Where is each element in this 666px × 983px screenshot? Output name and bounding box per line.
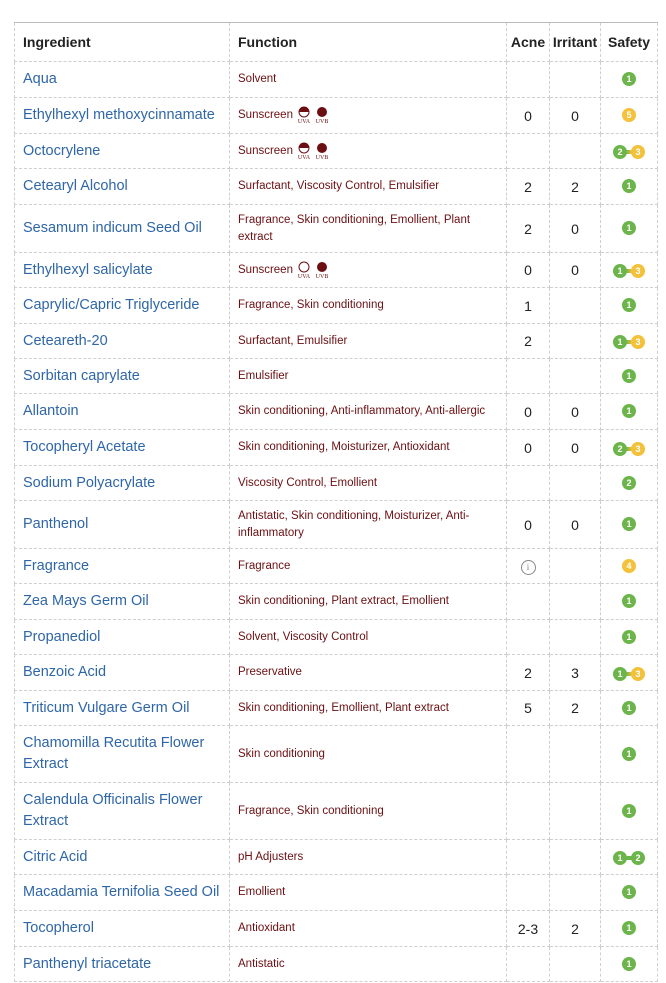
function-text: Emulsifier bbox=[238, 369, 289, 382]
ingredient-link[interactable]: Tocopherol bbox=[15, 911, 230, 947]
function-cell bbox=[230, 62, 507, 98]
safety-score-icon: 1 bbox=[622, 298, 636, 312]
acne-score: 0 bbox=[507, 501, 550, 549]
function-text: Fragrance, Skin conditioning bbox=[238, 804, 384, 817]
acne-score bbox=[507, 134, 550, 169]
function-cell bbox=[230, 875, 507, 911]
safety-score-icon: 4 bbox=[622, 559, 636, 573]
irritant-score: 0 bbox=[550, 98, 601, 134]
ingredient-link[interactable]: Calendula Officinalis Flower Extract bbox=[15, 783, 230, 840]
function-cell bbox=[230, 620, 507, 655]
table-row bbox=[15, 620, 658, 655]
table-row bbox=[15, 394, 658, 430]
function-cell bbox=[230, 288, 507, 324]
safety-score bbox=[601, 288, 658, 324]
safety-score bbox=[601, 911, 658, 947]
function-text: Skin conditioning, Anti-inflammatory, Anti-allergic bbox=[238, 405, 486, 417]
safety-score-icon: 2 bbox=[613, 145, 627, 159]
safety-score-icon: 1 bbox=[622, 747, 636, 761]
safety-score bbox=[601, 947, 658, 982]
function-text: Skin conditioning, Moisturizer, Antioxidant bbox=[238, 441, 450, 453]
acne-score: 2 bbox=[507, 655, 550, 691]
header-safety: Safety bbox=[601, 23, 658, 62]
irritant-score: 3 bbox=[550, 655, 601, 691]
safety-score bbox=[601, 430, 658, 466]
function-text: Viscosity Control, Emollient bbox=[238, 476, 378, 489]
safety-score-icon: 5 bbox=[622, 108, 636, 122]
safety-score bbox=[601, 359, 658, 394]
function-text: Surfactant, Viscosity Control, Emulsifier bbox=[238, 180, 440, 192]
safety-range bbox=[613, 145, 645, 159]
table-row bbox=[15, 549, 658, 584]
table-row bbox=[15, 205, 658, 253]
function-cell bbox=[230, 947, 507, 982]
function-text: Antioxidant bbox=[238, 922, 295, 934]
acne-score bbox=[507, 620, 550, 655]
table-row bbox=[15, 466, 658, 501]
acne-score bbox=[507, 947, 550, 982]
safety-range bbox=[613, 667, 645, 681]
irritant-score bbox=[550, 726, 601, 783]
ingredient-link[interactable]: Octocrylene bbox=[15, 134, 230, 169]
header-ingredient: Ingredient bbox=[15, 23, 230, 62]
irritant-score: 0 bbox=[550, 501, 601, 549]
irritant-score bbox=[550, 134, 601, 169]
uvb-label: UVB bbox=[315, 273, 329, 279]
acne-score bbox=[507, 783, 550, 840]
ingredient-link[interactable]: Aqua bbox=[15, 62, 230, 98]
function-cell bbox=[230, 783, 507, 840]
safety-score-icon: 3 bbox=[631, 335, 645, 349]
function-cell bbox=[230, 549, 507, 584]
ingredient-link[interactable]: Ethylhexyl methoxycinnamate bbox=[15, 98, 230, 134]
irritant-score bbox=[550, 549, 601, 584]
table-row bbox=[15, 840, 658, 875]
table-row bbox=[15, 288, 658, 324]
safety-score-icon: 1 bbox=[622, 921, 636, 935]
ingredient-link[interactable]: Cetearyl Alcohol bbox=[15, 169, 230, 205]
acne-score bbox=[507, 549, 550, 584]
function-text: Antistatic, Skin conditioning, Moisturizer, Anti-inflammatory bbox=[238, 509, 470, 539]
ingredient-link[interactable]: Ceteareth-20 bbox=[15, 324, 230, 359]
ingredient-link[interactable]: Panthenyl triacetate bbox=[15, 947, 230, 982]
safety-score-icon: 1 bbox=[622, 594, 636, 608]
acne-score: 0 bbox=[507, 98, 550, 134]
function-text: Skin conditioning, Plant extract, Emollient bbox=[238, 595, 449, 607]
ingredient-link[interactable]: Triticum Vulgare Germ Oil bbox=[15, 691, 230, 726]
safety-score-icon: 3 bbox=[631, 264, 645, 278]
irritant-score bbox=[550, 288, 601, 324]
irritant-score: 2 bbox=[550, 911, 601, 947]
uv-protection-icon bbox=[296, 106, 332, 124]
safety-score bbox=[601, 549, 658, 584]
table-row bbox=[15, 98, 658, 134]
function-cell bbox=[230, 584, 507, 620]
table-row bbox=[15, 911, 658, 947]
irritant-score: 0 bbox=[550, 394, 601, 430]
safety-score-icon: 1 bbox=[622, 179, 636, 193]
info-icon[interactable]: i bbox=[521, 560, 536, 575]
function-cell bbox=[230, 253, 507, 288]
ingredient-link[interactable]: Macadamia Ternifolia Seed Oil bbox=[15, 875, 230, 911]
safety-range bbox=[613, 264, 645, 278]
table-row bbox=[15, 134, 658, 169]
function-cell bbox=[230, 726, 507, 783]
acne-score bbox=[507, 726, 550, 783]
acne-score: 2 bbox=[507, 205, 550, 253]
safety-score-icon: 1 bbox=[622, 957, 636, 971]
safety-score-icon: 1 bbox=[622, 630, 636, 644]
irritant-score bbox=[550, 62, 601, 98]
function-text: Preservative bbox=[238, 666, 302, 678]
safety-score-icon: 2 bbox=[622, 476, 636, 490]
function-text: pH Adjusters bbox=[238, 850, 304, 863]
ingredient-link[interactable]: Sesamum indicum Seed Oil bbox=[15, 205, 230, 253]
safety-score-icon: 1 bbox=[613, 264, 627, 278]
safety-score-icon: 3 bbox=[631, 145, 645, 159]
acne-score bbox=[507, 840, 550, 875]
acne-score: 0 bbox=[507, 253, 550, 288]
header-irritant: Irritant bbox=[550, 23, 601, 62]
safety-score bbox=[601, 62, 658, 98]
acne-score bbox=[507, 875, 550, 911]
safety-score bbox=[601, 324, 658, 359]
safety-score bbox=[601, 620, 658, 655]
uv-protection-icon bbox=[296, 261, 332, 279]
safety-score-icon: 3 bbox=[631, 667, 645, 681]
table-row bbox=[15, 253, 658, 288]
function-text: Solvent bbox=[238, 73, 277, 85]
acne-score: 0 bbox=[507, 430, 550, 466]
irritant-score bbox=[550, 875, 601, 911]
safety-score-icon: 1 bbox=[613, 851, 627, 865]
safety-score bbox=[601, 726, 658, 783]
function-text: Skin conditioning bbox=[238, 747, 325, 760]
irritant-score bbox=[550, 840, 601, 875]
table-header-row bbox=[15, 23, 658, 62]
uvb-label: UVB bbox=[315, 119, 329, 125]
ingredient-link[interactable]: Propanediol bbox=[15, 620, 230, 655]
function-cell bbox=[230, 324, 507, 359]
acne-score: 2 bbox=[507, 324, 550, 359]
function-cell bbox=[230, 655, 507, 691]
uva-label: UVA bbox=[297, 119, 311, 125]
function-cell bbox=[230, 205, 507, 253]
safety-score bbox=[601, 783, 658, 840]
safety-range bbox=[613, 335, 645, 349]
irritant-score: 2 bbox=[550, 691, 601, 726]
irritant-score bbox=[550, 947, 601, 982]
table-row bbox=[15, 947, 658, 982]
safety-score-icon: 1 bbox=[622, 369, 636, 383]
safety-range bbox=[613, 442, 645, 456]
irritant-score: 0 bbox=[550, 205, 601, 253]
safety-score bbox=[601, 205, 658, 253]
uva-label: UVA bbox=[297, 154, 311, 160]
ingredient-link[interactable]: Fragrance bbox=[15, 549, 230, 584]
ingredient-link[interactable]: Citric Acid bbox=[15, 840, 230, 875]
function-text: Fragrance bbox=[238, 559, 291, 572]
irritant-score bbox=[550, 466, 601, 501]
function-cell bbox=[230, 691, 507, 726]
safety-score-icon: 2 bbox=[631, 851, 645, 865]
function-text: Skin conditioning, Emollient, Plant extract bbox=[238, 701, 449, 714]
acne-score: 2-3 bbox=[507, 911, 550, 947]
table-row bbox=[15, 783, 658, 840]
safety-score bbox=[601, 501, 658, 549]
safety-score-icon: 1 bbox=[622, 885, 636, 899]
ingredients-table-container bbox=[14, 22, 657, 982]
function-cell bbox=[230, 359, 507, 394]
safety-score bbox=[601, 584, 658, 620]
safety-score bbox=[601, 394, 658, 430]
safety-score-icon: 1 bbox=[622, 517, 636, 531]
irritant-score bbox=[550, 620, 601, 655]
acne-score: 0 bbox=[507, 394, 550, 430]
table-row bbox=[15, 169, 658, 205]
safety-score bbox=[601, 253, 658, 288]
acne-score bbox=[507, 466, 550, 501]
function-cell bbox=[230, 134, 507, 169]
safety-score bbox=[601, 466, 658, 501]
function-text: Solvent, Viscosity Control bbox=[238, 630, 369, 643]
function-cell bbox=[230, 911, 507, 947]
function-text: Fragrance, Skin conditioning, Emollient, Plant extract bbox=[238, 213, 471, 243]
safety-score-icon: 1 bbox=[613, 667, 627, 681]
function-text: Sunscreen bbox=[238, 145, 293, 158]
safety-score bbox=[601, 134, 658, 169]
safety-score bbox=[601, 655, 658, 691]
function-text: Sunscreen bbox=[238, 109, 293, 122]
function-cell bbox=[230, 169, 507, 205]
table-row bbox=[15, 501, 658, 549]
irritant-score bbox=[550, 359, 601, 394]
irritant-score: 0 bbox=[550, 430, 601, 466]
ingredient-link[interactable]: Tocopheryl Acetate bbox=[15, 430, 230, 466]
acne-score bbox=[507, 359, 550, 394]
uv-protection-icon bbox=[296, 142, 332, 160]
function-text: Antistatic bbox=[238, 957, 285, 970]
safety-score-icon: 1 bbox=[622, 221, 636, 235]
ingredient-link[interactable]: Ethylhexyl salicylate bbox=[15, 253, 230, 288]
safety-score-icon: 2 bbox=[613, 442, 627, 456]
acne-score: 5 bbox=[507, 691, 550, 726]
uvb-label: UVB bbox=[315, 154, 329, 160]
table-row bbox=[15, 324, 658, 359]
function-text: Surfactant, Emulsifier bbox=[238, 334, 348, 347]
safety-score-icon: 1 bbox=[622, 804, 636, 818]
safety-score-icon: 1 bbox=[622, 72, 636, 86]
ingredient-link[interactable]: Allantoin bbox=[15, 394, 230, 430]
ingredient-link[interactable]: Sorbitan caprylate bbox=[15, 359, 230, 394]
table-row bbox=[15, 655, 658, 691]
header-acne: Acne bbox=[507, 23, 550, 62]
function-cell bbox=[230, 501, 507, 549]
safety-score bbox=[601, 875, 658, 911]
table-row bbox=[15, 62, 658, 98]
safety-range bbox=[613, 851, 645, 865]
safety-score bbox=[601, 691, 658, 726]
function-cell bbox=[230, 394, 507, 430]
ingredient-link[interactable]: Zea Mays Germ Oil bbox=[15, 584, 230, 620]
function-text: Sunscreen bbox=[238, 264, 293, 277]
table-row bbox=[15, 875, 658, 911]
function-text: Fragrance, Skin conditioning bbox=[238, 299, 384, 311]
function-text: Emollient bbox=[238, 886, 286, 898]
ingredient-link[interactable]: Caprylic/Capric Triglyceride bbox=[15, 288, 230, 324]
safety-score-icon: 1 bbox=[613, 335, 627, 349]
acne-score bbox=[507, 584, 550, 620]
irritant-score bbox=[550, 783, 601, 840]
safety-score bbox=[601, 169, 658, 205]
ingredient-link[interactable]: Panthenol bbox=[15, 501, 230, 549]
table-row bbox=[15, 430, 658, 466]
irritant-score bbox=[550, 324, 601, 359]
acne-score: 1 bbox=[507, 288, 550, 324]
ingredient-link[interactable]: Chamomilla Recutita Flower Extract bbox=[15, 726, 230, 783]
ingredients-table bbox=[14, 22, 658, 982]
ingredient-link[interactable]: Sodium Polyacrylate bbox=[15, 466, 230, 501]
irritant-score: 2 bbox=[550, 169, 601, 205]
acne-score: 2 bbox=[507, 169, 550, 205]
table-row bbox=[15, 584, 658, 620]
acne-score bbox=[507, 62, 550, 98]
safety-score-icon: 1 bbox=[622, 701, 636, 715]
safety-score bbox=[601, 98, 658, 134]
irritant-score bbox=[550, 584, 601, 620]
uva-label: UVA bbox=[297, 273, 311, 279]
function-cell bbox=[230, 840, 507, 875]
table-row bbox=[15, 359, 658, 394]
table-row bbox=[15, 726, 658, 783]
safety-score-icon: 3 bbox=[631, 442, 645, 456]
ingredient-link[interactable]: Benzoic Acid bbox=[15, 655, 230, 691]
table-row bbox=[15, 691, 658, 726]
function-cell bbox=[230, 98, 507, 134]
safety-score bbox=[601, 840, 658, 875]
safety-score-icon: 1 bbox=[622, 404, 636, 418]
function-cell bbox=[230, 466, 507, 501]
header-function: Function bbox=[230, 23, 507, 62]
irritant-score: 0 bbox=[550, 253, 601, 288]
function-cell bbox=[230, 430, 507, 466]
